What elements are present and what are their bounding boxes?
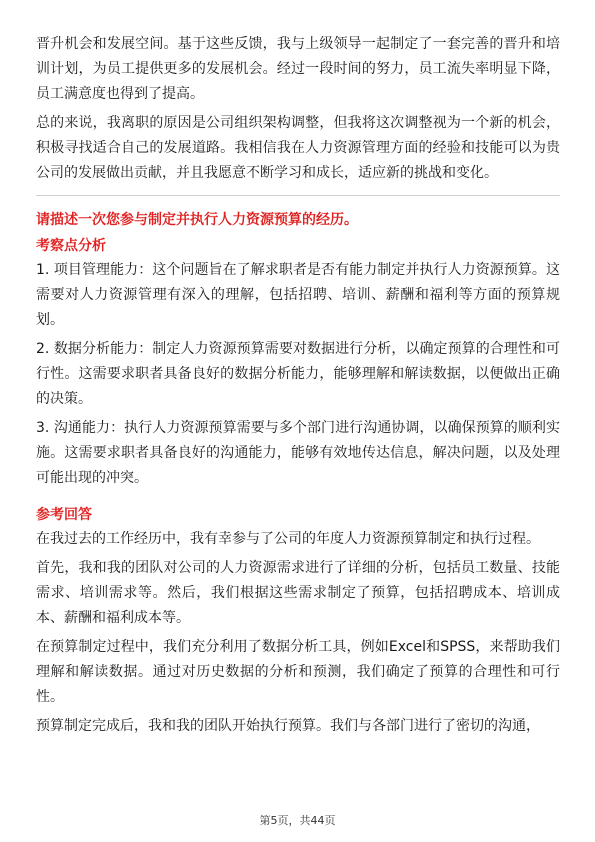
analysis-item: 2. 数据分析能力：制定人力资源预算需要对数据进行分析，以确定预算的合理性和可行性。这需要求职者具备良好的数据分析能力，能够理解和解读数据，以便做出正确的决策。: [36, 341, 560, 407]
page-footer: 第5页，共44页: [259, 814, 336, 827]
question-title: 请描述一次您参与制定并执行人力资源预算的经历。: [36, 212, 358, 228]
document-page: [36, 0, 560, 743]
intro-section: [36, 0, 560, 186]
answer-section: [36, 503, 560, 739]
answer-paragraph: 预算制定完成后，我和我的团队开始执行预算。我们与各部门进行了密切的沟通，: [36, 718, 540, 734]
intro-paragraph: 晋升机会和发展空间。基于这些反馈，我与上级领导一起制定了一套完善的晋升和培训计划，为员工提供更多的发展机会。经过一段时间的努力，员工流失率明显下降，员工满意度也得到了提高。: [36, 36, 560, 102]
section-divider: [36, 195, 560, 196]
answer-paragraph: 在预算制定过程中，我们充分利用了数据分析工具，例如Excel和SPSS，来帮助我们理解和解读数据。通过对历史数据的分析和预测，我们确定了预算的合理性和可行性。: [36, 639, 560, 705]
analysis-section: [36, 234, 560, 491]
answer-heading: 参考回答: [36, 507, 92, 523]
answer-paragraph: 在我过去的工作经历中，我有幸参与了公司的年度人力资源预算制定和执行过程。: [36, 531, 540, 547]
analysis-heading: 考察点分析: [36, 238, 106, 254]
answer-paragraph: 首先，我和我的团队对公司的人力资源需求进行了详细的分析，包括员工数量、技能需求、培训需求等。然后，我们根据这些需求制定了预算，包括招聘成本、培训成本、薪酬和福利成本等。: [36, 560, 560, 626]
intro-paragraph: 总的来说，我离职的原因是公司组织架构调整，但我将这次调整视为一个新的机会，积极寻找适合自己的发展道路。我相信我在人力资源管理方面的经验和技能可以为贵公司的发展做出贡献，并且我愿意不断学习和成长，适应新的挑战和变化。: [36, 115, 560, 181]
analysis-item: 1. 项目管理能力：这个问题旨在了解求职者是否有能力制定并执行人力资源预算。这需要对人力资源管理有深入的理解，包括招聘、培训、薪酬和福利等方面的预算规划。: [36, 262, 560, 328]
analysis-item: 3. 沟通能力：执行人力资源预算需要与多个部门进行沟通协调，以确保预算的顺利实施。这需要求职者具备良好的沟通能力，能够有效地传达信息，解决问题，以及处理可能出现的冲突。: [36, 420, 560, 486]
